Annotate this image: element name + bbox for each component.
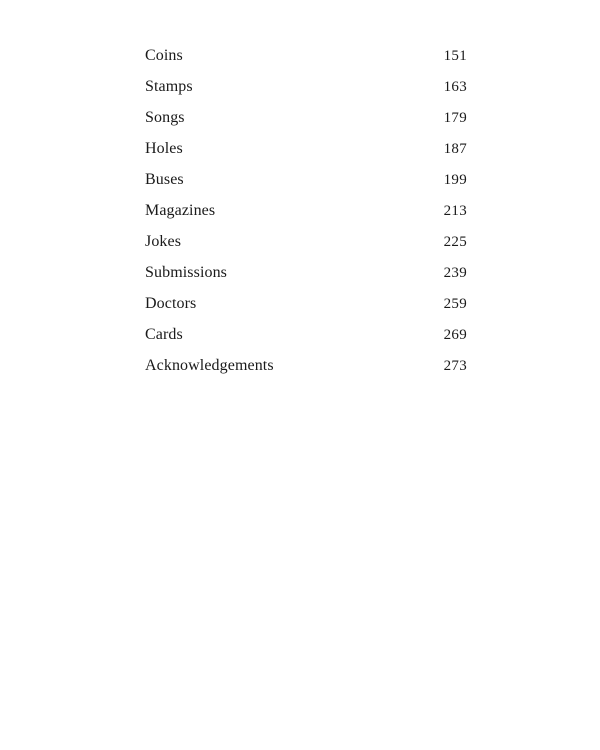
toc-entry-title: Magazines: [145, 202, 216, 219]
toc-entry-page-number: 151: [443, 48, 467, 64]
toc-entry-page-number: 225: [443, 234, 467, 250]
toc-entry-doctors: [145, 293, 467, 324]
toc-entry-holes: [145, 138, 467, 169]
toc-entry-page-number: 269: [443, 327, 467, 343]
toc-entry-page-number: 259: [443, 296, 467, 312]
toc-entry-title: Coins: [145, 47, 183, 64]
toc-entry-acknowledgements: [145, 355, 467, 386]
toc-entry-songs: [145, 107, 467, 138]
toc-entry-page-number: 179: [443, 110, 467, 126]
toc-entry-page-number: 163: [443, 79, 467, 95]
toc-entry-title: Holes: [145, 140, 183, 157]
toc-entry-page-number: 199: [443, 172, 467, 188]
toc-entry-magazines: [145, 200, 467, 231]
toc-entry-title: Buses: [145, 171, 184, 188]
toc-entry-title: Stamps: [145, 78, 193, 95]
toc-entry-page-number: 187: [443, 141, 467, 157]
toc-entry-cards: [145, 324, 467, 355]
toc-entry-page-number: 273: [443, 358, 467, 374]
toc-entry-title: Doctors: [145, 295, 197, 312]
table-of-contents: [145, 45, 467, 386]
toc-entry-jokes: [145, 231, 467, 262]
toc-entry-stamps: [145, 76, 467, 107]
toc-entry-page-number: 239: [443, 265, 467, 281]
toc-entry-title: Cards: [145, 326, 183, 343]
toc-entry-title: Submissions: [145, 264, 228, 281]
toc-entry-title: Acknowledgements: [145, 357, 274, 374]
toc-entry-title: Songs: [145, 109, 185, 126]
toc-entry-page-number: 213: [443, 203, 467, 219]
toc-entry-title: Jokes: [145, 233, 182, 250]
toc-entry-submissions: [145, 262, 467, 293]
toc-entry-buses: [145, 169, 467, 200]
toc-entry-coins: [145, 45, 467, 76]
